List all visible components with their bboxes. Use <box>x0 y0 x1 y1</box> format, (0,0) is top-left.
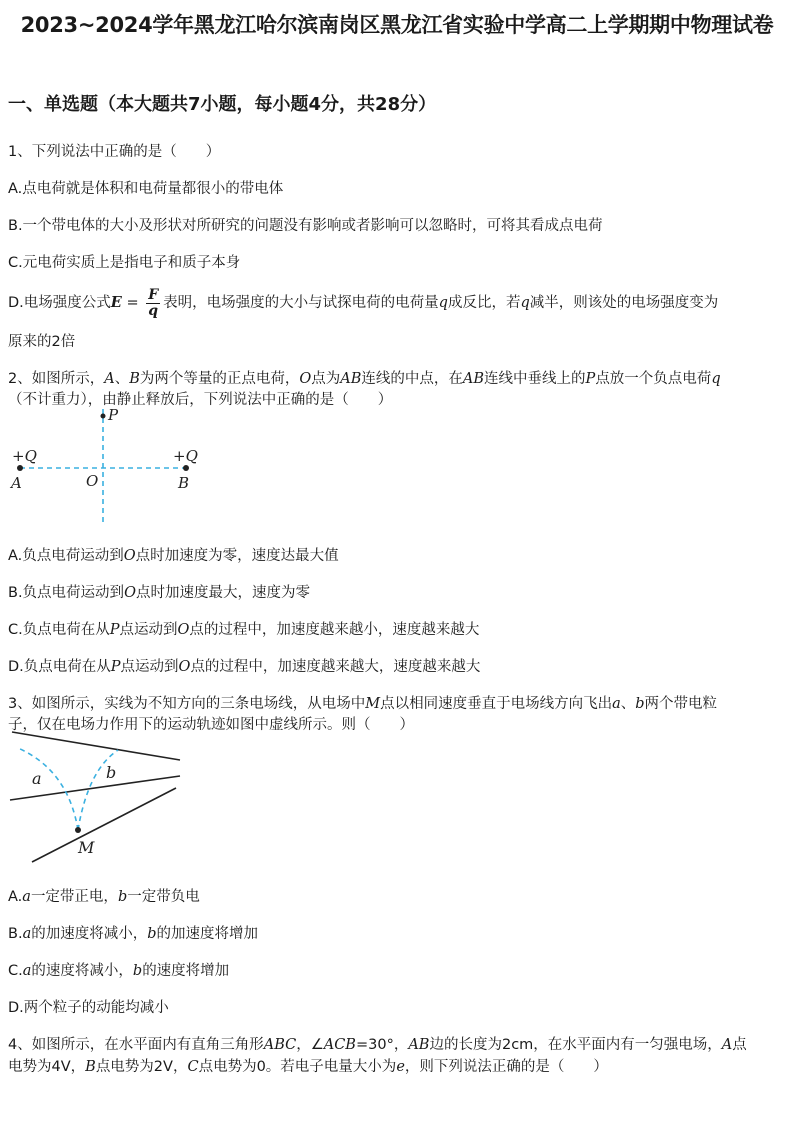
q2b-post: 点时加速度最大，速度为零 <box>135 585 310 601</box>
q2-label-o: O <box>299 371 312 387</box>
section-heading: 一、单选题（本大题共7小题，每小题4分，共28分） <box>8 94 437 115</box>
q2c-p: P <box>109 622 120 638</box>
q3c-a: a <box>22 963 32 979</box>
q2-s7: 点放一个负点电荷 <box>595 371 712 387</box>
q4-s5: 点 <box>732 1037 747 1053</box>
q2c-pre: C.负点电荷在从 <box>8 622 110 638</box>
label-o: O <box>86 472 99 490</box>
q2c-o: O <box>177 622 190 638</box>
q4-label-ab: AB <box>408 1037 430 1053</box>
fraction-denominator: q <box>148 302 159 319</box>
q2d-p: P <box>110 659 121 675</box>
q1-d-mid: 表明，电场强度的大小与试探电荷的电荷量 <box>163 295 439 311</box>
q3-label-m: M <box>365 696 381 712</box>
q2-stem-line1 <box>8 367 721 388</box>
q2b-o: O <box>124 585 136 601</box>
q1-d-mid2: 成反比，若 <box>447 295 521 311</box>
label-qa: +Q <box>12 447 37 465</box>
q2-option-c <box>8 618 479 639</box>
q2-s3: 为两个等量的正点电荷， <box>139 371 300 387</box>
q1-d-q1: q <box>438 295 448 311</box>
q2d-post: 点的过程中，加速度越来越大，速度越来越大 <box>190 659 481 675</box>
q3b-b: b <box>147 926 157 942</box>
q2-s1: 2、如图所示， <box>8 371 105 387</box>
q3c-b: b <box>132 963 143 979</box>
q3-option-d: D.两个粒子的动能均减小 <box>8 1000 169 1016</box>
q2-label-a: A <box>104 371 115 387</box>
q3-stem-line2: 子，仅在电场力作用下的运动轨迹如图中虚线所示。则（ ） <box>8 717 414 733</box>
formula-fraction <box>146 288 160 319</box>
trajectory-a <box>18 748 78 830</box>
q2-option-b <box>8 581 310 602</box>
label-p: P <box>108 406 119 424</box>
point-p <box>101 414 106 419</box>
q1-d-lhs: E <box>110 294 122 311</box>
charge-a-dot <box>17 465 23 471</box>
q2-option-d <box>8 655 480 676</box>
q1-option-d <box>8 285 718 321</box>
q4-label-abc: ABC <box>263 1037 297 1053</box>
q1-d-pre: D.电场强度公式 <box>8 295 111 311</box>
q2a-pre: A.负点电荷运动到 <box>8 548 124 564</box>
q2a-post: 点时加速度为零，速度达最大值 <box>135 548 339 564</box>
q2d-pre: D.负点电荷在从 <box>8 659 111 675</box>
q1-option-d-line2: 原来的2倍 <box>8 334 76 350</box>
q4-label-c: C <box>187 1059 199 1075</box>
q2-stem-line2: （不计重力），由静止释放后，下列说法中正确的是（ ） <box>8 392 393 408</box>
q2-option-a <box>8 544 339 565</box>
q4-l2-s4: ，则下列说法正确的是（ ） <box>404 1059 608 1075</box>
q3-option-b <box>8 922 258 943</box>
q3a-a: a <box>22 889 31 905</box>
field-line-top <box>12 732 180 760</box>
q2-s5: 连线的中点，在 <box>361 371 463 387</box>
q3-stem-line1 <box>8 692 717 713</box>
q3-s1: 3、如图所示，实线为不知方向的三条电场线，从电场中 <box>8 696 366 712</box>
label-qb: +Q <box>173 447 198 465</box>
q1-option-a: A.点电荷就是体积和电荷量都很小的带电体 <box>8 181 284 197</box>
q1-d-post: 减半，则该处的电场强度变为 <box>529 295 719 311</box>
q3a-b: b <box>117 889 128 905</box>
label-m: M <box>78 838 95 857</box>
q3-s4: 两个带电粒 <box>644 696 718 712</box>
q4-s2: ，∠ <box>296 1037 324 1053</box>
q3-s2: 点以相同速度垂直于电场线方向飞出 <box>380 696 613 712</box>
q3a-post: 一定带负电 <box>127 889 200 905</box>
q2c-mid: 点运动到 <box>119 622 178 638</box>
field-line-bottom <box>32 788 176 862</box>
q4-l2-s2: 点电势为2V， <box>95 1059 188 1075</box>
q3a-pre: A. <box>8 889 23 905</box>
q3-label-a: a <box>612 696 621 712</box>
q2-figure <box>8 405 208 530</box>
q2-label-b: B <box>129 371 140 387</box>
label-a: a <box>32 769 42 788</box>
q4-s3: =30°， <box>355 1037 409 1053</box>
q3b-pre: B. <box>8 926 23 942</box>
q3-figure <box>8 730 188 868</box>
q2-s2: 、 <box>114 371 130 387</box>
q1-d-eq: = <box>121 295 144 311</box>
q4-label-b: B <box>85 1059 96 1075</box>
q2c-post: 点的过程中，加速度越来越小，速度越来越大 <box>189 622 480 638</box>
q3a-mid: 一定带正电， <box>30 889 118 905</box>
q3-option-a <box>8 885 200 906</box>
q2a-o: O <box>123 548 136 564</box>
q4-label-a: A <box>721 1037 733 1053</box>
q4-s4: 边的长度为2cm，在水平面内有一匀强电场， <box>429 1037 722 1053</box>
label-b: B <box>178 474 190 492</box>
q2-s4: 点为 <box>311 371 341 387</box>
q2b-pre: B.负点电荷运动到 <box>8 585 125 601</box>
q2-label-ab: AB <box>340 371 362 387</box>
q3c-pre: C. <box>8 963 23 979</box>
q4-l2-s1: 电势为4V， <box>8 1059 86 1075</box>
q2-label-ab2: AB <box>462 371 485 387</box>
q2-label-p: P <box>585 371 596 387</box>
q3b-a: a <box>22 926 32 942</box>
q2d-o: O <box>178 659 191 675</box>
q3c-mid: 的速度将减小， <box>31 963 133 979</box>
q1-stem: 1、下列说法中正确的是（ ） <box>8 144 221 160</box>
page-title: 2023~2024学年黑龙江哈尔滨南岗区黑龙江省实验中学高二上学期期中物理试卷 <box>20 13 774 37</box>
q1-option-c: C.元电荷实质上是指电子和质子本身 <box>8 255 241 271</box>
q4-stem-line1 <box>8 1033 747 1054</box>
q4-label-e: e <box>396 1059 405 1075</box>
fraction-numerator: F <box>148 286 159 303</box>
q2d-mid: 点运动到 <box>120 659 179 675</box>
q4-label-acb: ACB <box>323 1037 356 1053</box>
q1-d-q2: q <box>520 295 530 311</box>
q3-option-c <box>8 959 229 980</box>
q3c-post: 的速度将增加 <box>142 963 230 979</box>
point-m <box>75 827 81 833</box>
q2-label-q: q <box>711 371 721 387</box>
q3-s3: 、 <box>620 696 636 712</box>
label-a: A <box>11 474 22 492</box>
label-b: b <box>106 763 117 782</box>
q3b-mid: 的加速度将减小， <box>31 926 148 942</box>
charge-b-dot <box>183 465 189 471</box>
q4-l2-s3: 点电势为0。若电子电量大小为 <box>198 1059 397 1075</box>
q4-stem-line2 <box>8 1055 608 1076</box>
q4-s1: 4、如图所示，在水平面内有直角三角形 <box>8 1037 264 1053</box>
q2-s6: 连线中垂线上的 <box>484 371 586 387</box>
q3b-post: 的加速度将增加 <box>156 926 259 942</box>
q1-option-b: B.一个带电体的大小及形状对所研究的问题没有影响或者影响可以忽略时，可将其看成点电荷 <box>8 218 603 234</box>
q3-label-b: b <box>635 696 645 712</box>
